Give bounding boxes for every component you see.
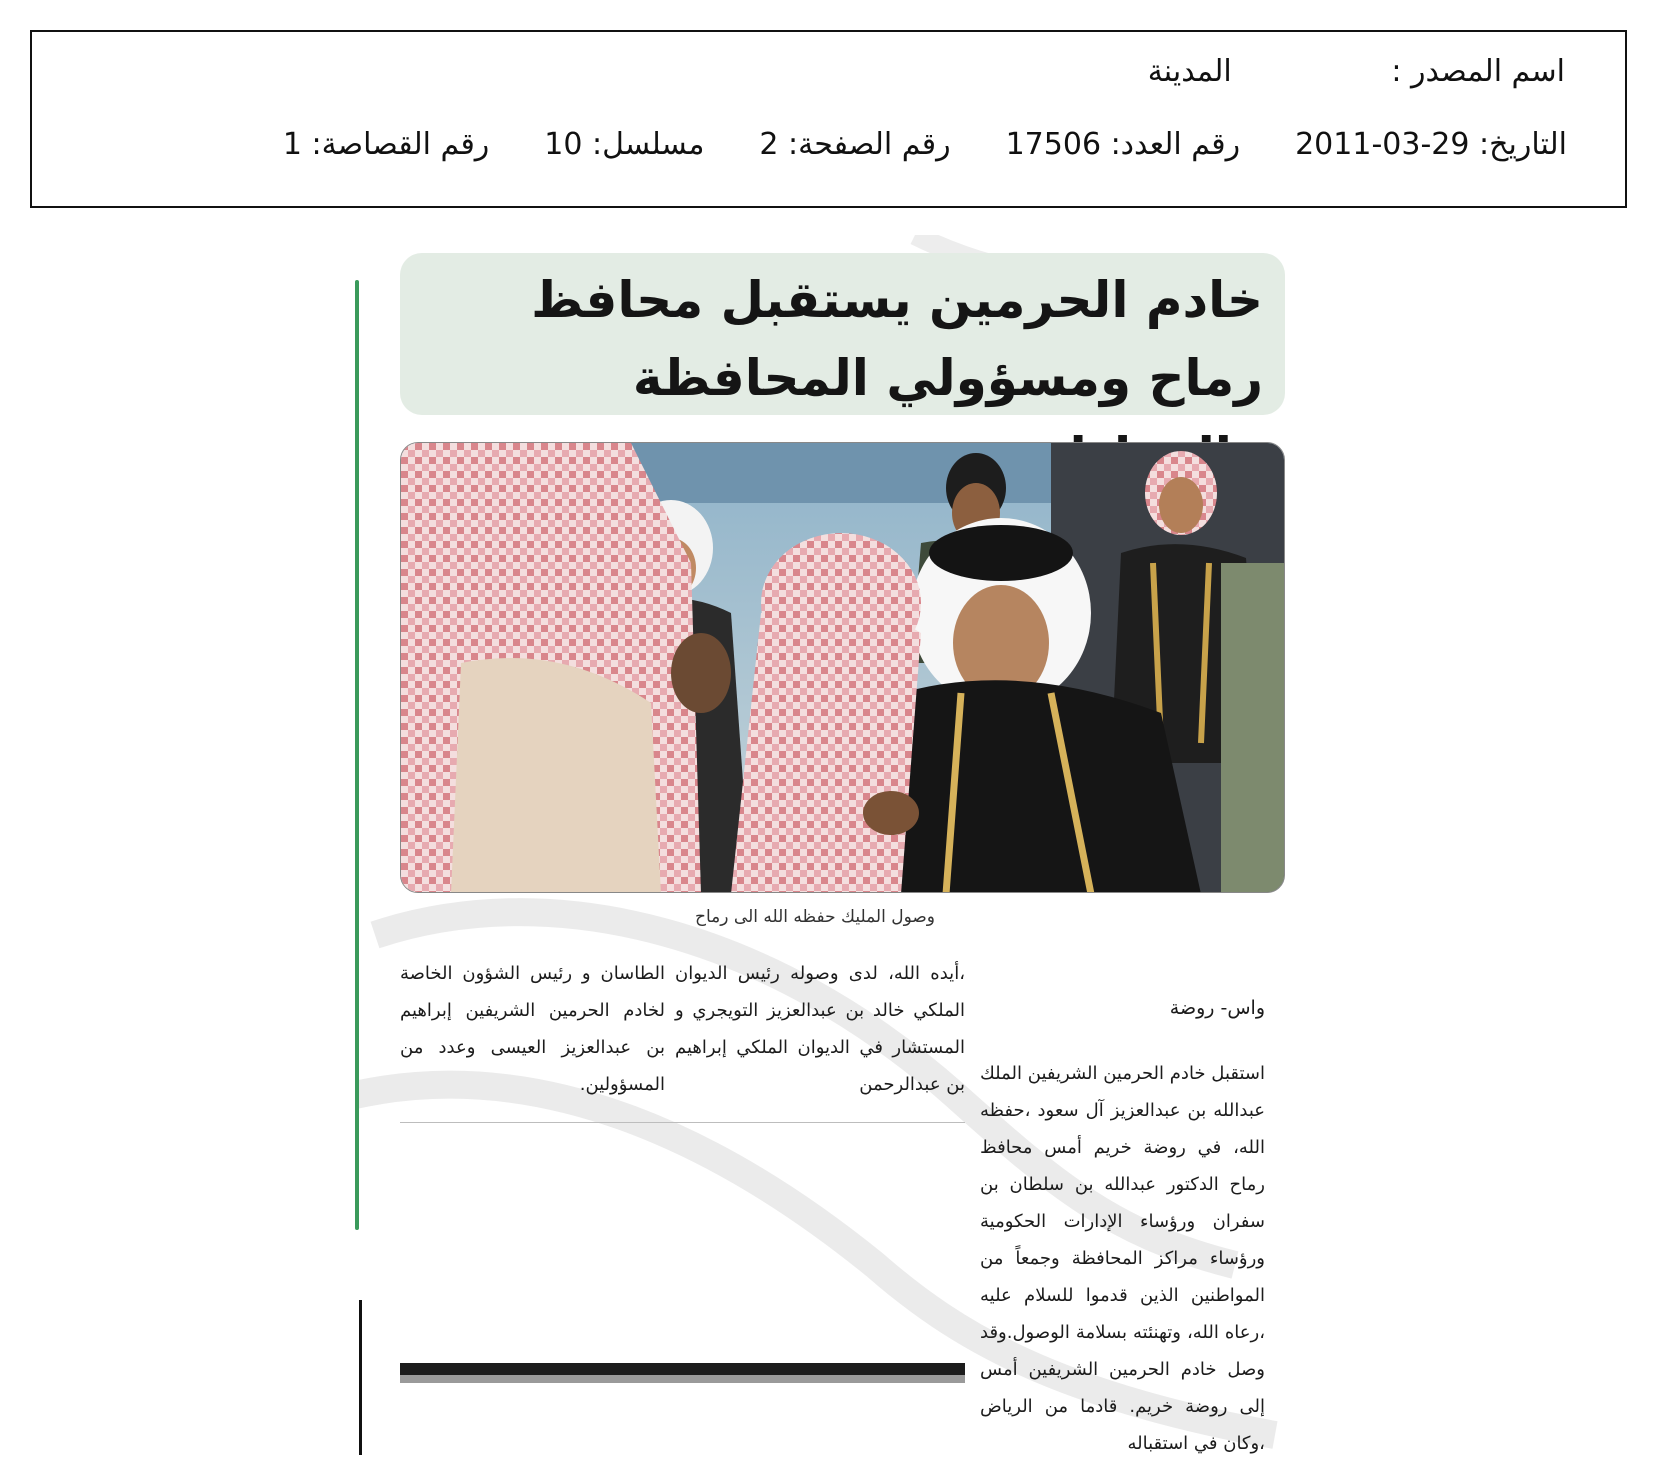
photo-caption: وصول المليك حفظه الله الى رماح [695, 907, 935, 927]
article-headline: خادم الحرمين يستقبل محافظ رماح ومسؤولي المحافظة [531, 271, 1263, 407]
date-value: 29-03-2011 [1295, 127, 1470, 162]
page-value: 2 [759, 127, 779, 162]
date-label: التاريخ: [1479, 127, 1567, 162]
serial-label: مسلسل: [592, 127, 705, 162]
issue-value: 17506 [1005, 127, 1102, 162]
issue-details-row [283, 127, 1567, 162]
source-label: اسم المصدر : [1391, 54, 1565, 89]
section-divider [400, 1122, 965, 1123]
source-value: المدينة [1147, 54, 1232, 89]
headline-panel [400, 253, 1285, 415]
date-field [1295, 127, 1567, 162]
article-body-part1: استقبل خادم الحرمين الشريفين الملك عبدالله بن عبدالعزيز آل سعود ،حفظه الله، في روضة خريم أمس محافظ رماح الدكتور عبدالله بن سلطان بن سفران ورؤساء الإدارات الحكومية ورؤساء مراكز المحافظة وجمعاً من المواطنين الذين قدموا للسلام عليه ،رعاه الله، وتهنئته بسلامة الوصول.وقد وصل خادم الحرمين الشريفين أمس إلى روضة خريم. قادما من الرياض ،وكان في استقباله [980, 1063, 1265, 1454]
article-body-part3: الطاسان و رئيس الشؤون الخاصة لخادم الحرمين الشريفين إبراهيم بن عبدالعزيز العيسى وعدد من المسؤولين. [400, 963, 665, 1095]
source-row [1148, 54, 1565, 89]
newspaper-clipping [355, 235, 1295, 1460]
clipping-metadata-box [30, 30, 1627, 208]
article-photo [400, 442, 1285, 893]
page-label: رقم الصفحة: [788, 127, 951, 162]
clip-value: 1 [282, 127, 302, 162]
serial-field [544, 127, 704, 162]
article-column-middle [675, 955, 965, 1103]
article-body-part2: ،أيده الله، لدى وصوله رئيس الديوان الملكي خالد بن عبدالعزيز التويجري و المستشار في الديوان الملكي إبراهيم بن عبدالرحمن [675, 963, 965, 1095]
photo-illustration [401, 443, 1285, 893]
issue-label: رقم العدد: [1110, 127, 1241, 162]
serial-value: 10 [544, 127, 583, 162]
article-column-right [980, 990, 1265, 1460]
column-rule-black [359, 1300, 362, 1455]
clip-field [283, 127, 489, 162]
page-field [759, 127, 950, 162]
cut-off-strip [400, 1363, 965, 1375]
article-dateline: واس- روضة [1169, 997, 1265, 1019]
clip-label: رقم القصاصة: [311, 127, 490, 162]
issue-field [1006, 127, 1240, 162]
article-column-left [400, 955, 665, 1103]
cut-off-strip-shadow [400, 1375, 965, 1383]
column-rule-green [355, 280, 359, 1230]
